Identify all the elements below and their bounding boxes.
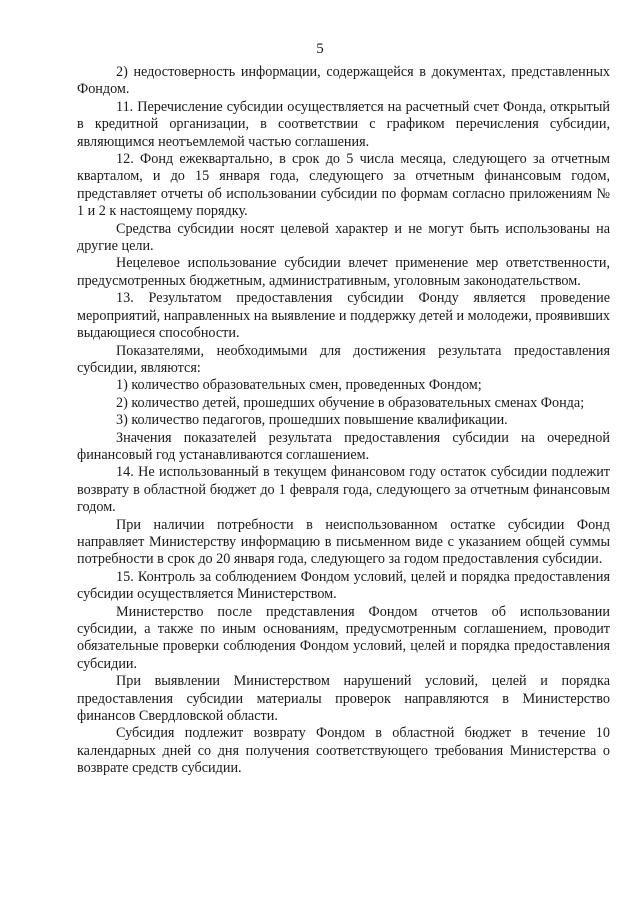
paragraph-clause-12: 12. Фонд ежеквартально, в срок до 5 числа месяца, следующего за отчетным кварталом, и до 15 января года, следующего за отчетным финансовым годом, представляет отчеты об использовании субсидии по формам согласно приложениям № 1 и 2 к настоящему порядку. <box>77 151 610 220</box>
paragraph-clause-11: 11. Перечисление субсидии осуществляется на расчетный счет Фонда, открытый в кредитной организации, в соответствии с графиком перечисления субсидии, являющимся неотъемлемой частью соглашения. <box>77 98 610 150</box>
paragraph-ministry-inspections: Министерство после представления Фондом отчетов об использовании субсидии, а также по иным основаниям, предусмотренным соглашением, проводит обязательные проверки соблюдения Фондом условий, целей и порядка предоставления субсидии. <box>77 603 610 672</box>
document-body <box>77 64 610 778</box>
page-number: 5 <box>316 41 324 57</box>
paragraph-indicator-values: Значения показателей результата предоставления субсидии на очередной финансовый год устанавливаются соглашением. <box>77 429 610 463</box>
paragraph-subsidy-return: Субсидия подлежит возврату Фондом в областной бюджет в течение 10 календарных дней со дня получения соответствующего требования Министерства о возврате средств субсидии. <box>77 725 610 777</box>
paragraph-item-2-unreliable-info: 2) недостоверность информации, содержащейся в документах, представленных Фондом. <box>77 64 610 98</box>
paragraph-indicator-3: 3) количество педагогов, прошедших повышение квалификации. <box>116 412 508 429</box>
paragraph-clause-13: 13. Результатом предоставления субсидии Фонду является проведение мероприятий, направленных на выявление и поддержку детей и молодежи, проявивших выдающиеся способности. <box>77 290 610 342</box>
paragraph-purpose-of-funds: Средства субсидии носят целевой характер и не могут быть использованы на другие цели. <box>77 220 610 255</box>
paragraph-misuse-liability: Нецелевое использование субсидии влечет применение мер ответственности, предусмотренных бюджетным, административным, уголовным законодательством. <box>77 255 610 289</box>
paragraph-violations: При выявлении Министерством нарушений условий, целей и порядка предоставления субсидии материалы проверок направляются в Министерство финансов Свердловской области. <box>77 673 610 725</box>
paragraph-clause-15: 15. Контроль за соблюдением Фондом условий, целей и порядка предоставления субсидии осуществляется Министерством. <box>77 568 610 603</box>
paragraph-indicators-intro: Показателями, необходимыми для достижения результата предоставления субсидии, являются: <box>77 342 610 376</box>
paragraph-indicator-2: 2) количество детей, прошедших обучение в образовательных сменах Фонда; <box>116 394 585 411</box>
paragraph-indicator-1: 1) количество образовательных смен, проведенных Фондом; <box>116 377 482 394</box>
paragraph-remaining-need: При наличии потребности в неиспользованном остатке субсидии Фонд направляет Министерству информацию в письменном виде с указанием общей суммы потребности в срок до 20 января года, следующего за годом предоставления субсидии. <box>77 516 610 568</box>
paragraph-clause-14: 14. Не использованный в текущем финансовом году остаток субсидии подлежит возврату в областной бюджет до 1 февраля года, следующего за отчетным финансовым годом. <box>77 464 610 516</box>
